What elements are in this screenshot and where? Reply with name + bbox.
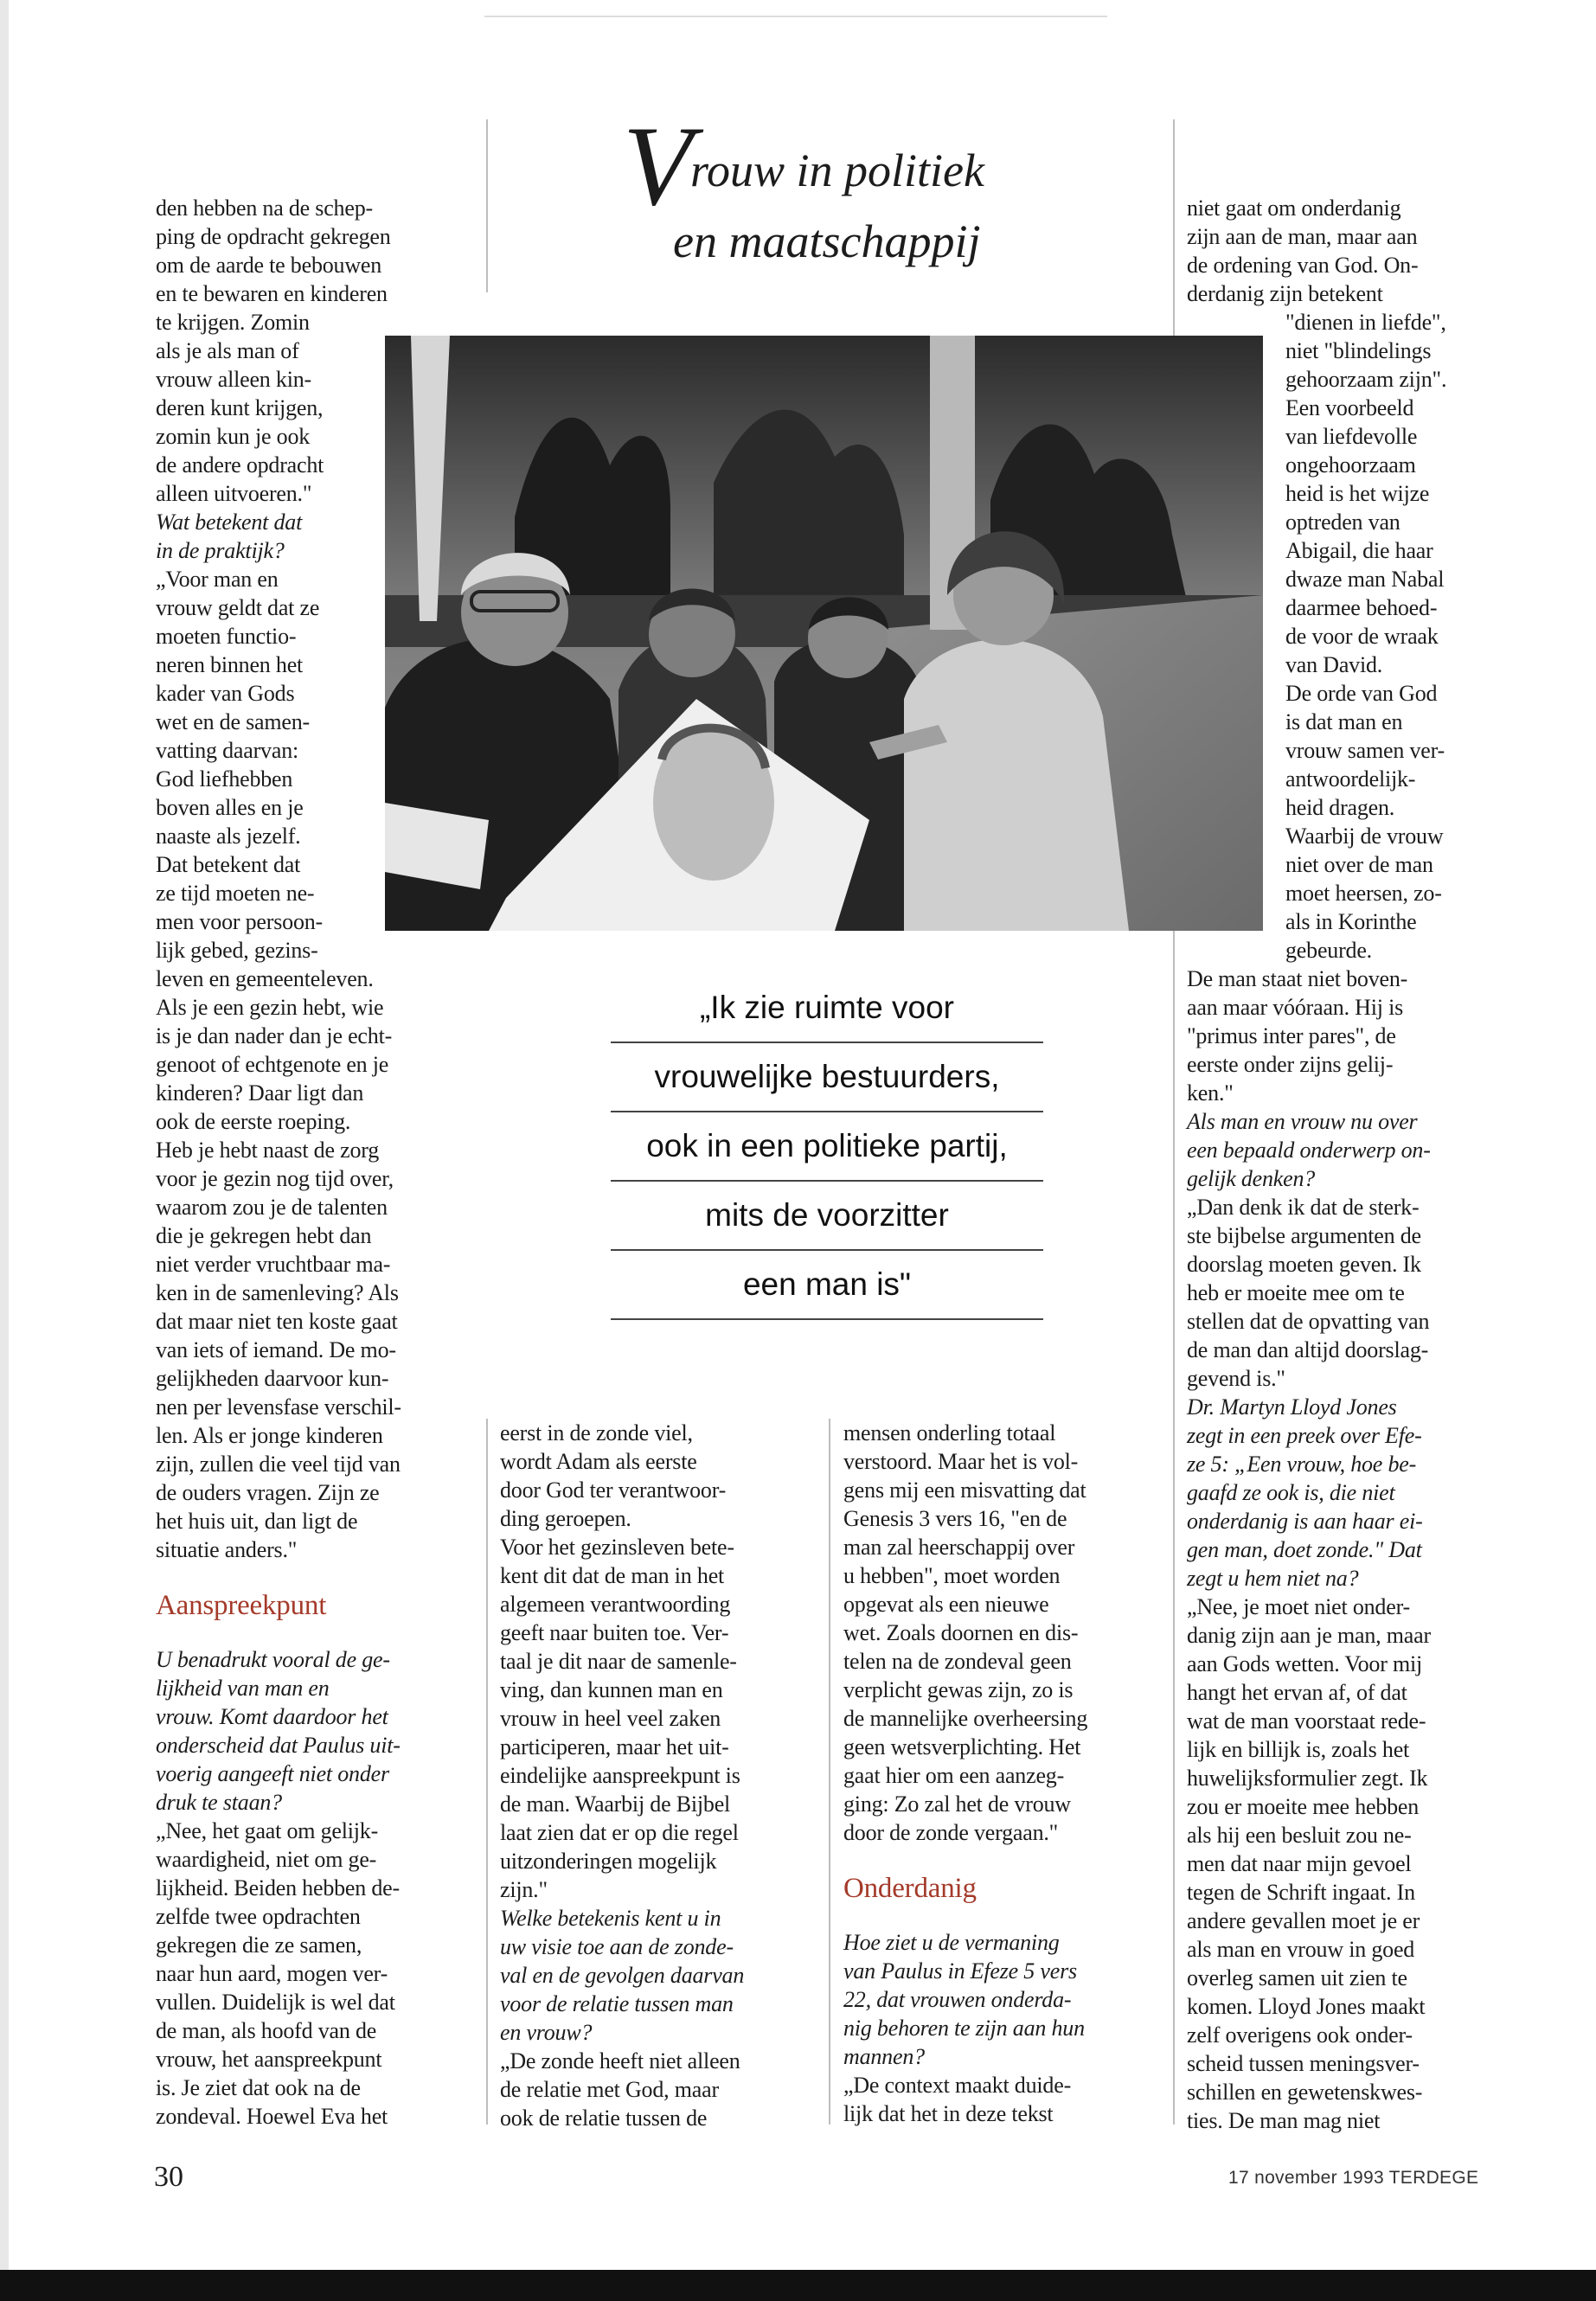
col1-line: vrouw geldt dat ze (156, 595, 320, 620)
col1-line: om de aarde te bebouwen (156, 253, 382, 278)
col1-line: de andere opdracht (156, 452, 324, 478)
col3-line: wet. Zoals doornen en dis- (843, 1620, 1079, 1645)
col3-line: door de zonde vergaan." (843, 1820, 1059, 1845)
col1-line: ook de eerste roeping. (156, 1109, 351, 1134)
col4-answer-line: scheid tussen meningsver- (1187, 2051, 1420, 2076)
col4-question-line: onderdanig is aan haar ei- (1187, 1509, 1423, 1534)
col2-answer-line: „De zonde heeft niet alleen (500, 2048, 740, 2073)
col1-line: vrouw alleen kin- (156, 367, 311, 392)
col4-line: ken." (1187, 1080, 1234, 1106)
col4-question-line: zegt in een preek over Efe- (1187, 1423, 1422, 1448)
col4-answer-line: heb er moeite mee om te (1187, 1280, 1405, 1305)
col4-question-line: gelijk denken? (1187, 1166, 1316, 1191)
col4-line: dwaze man Nabal (1285, 567, 1445, 592)
col2-line: Voor het gezinsleven bete- (500, 1535, 734, 1560)
col2-line: ding geroepen. (500, 1506, 631, 1531)
col3-line: ging: Zo zal het de vrouw (843, 1791, 1071, 1817)
col4-line: optreden van (1285, 510, 1401, 535)
page-number: 30 (154, 2161, 183, 2193)
col4-line: van liefdevolle (1285, 424, 1418, 449)
col2-line: uitzonderingen mogelijk (500, 1849, 717, 1874)
col3-line: u hebben", moet worden (843, 1563, 1061, 1588)
col4-line: derdanig zijn betekent (1187, 281, 1383, 306)
col1-line: kinderen? Daar ligt dan (156, 1080, 364, 1106)
col3-line: verplicht gewas zijn, zo is (843, 1677, 1074, 1702)
col1-line: is je dan nader dan je echt- (156, 1023, 393, 1048)
col1-line: ze tijd moeten ne- (156, 881, 315, 906)
col4-line: vrouw samen ver- (1285, 738, 1445, 763)
col4-line: eerste onder zijns gelij- (1187, 1052, 1394, 1077)
col4-line: Abigail, die haar (1285, 538, 1433, 563)
col3-answer-line: lijk dat het in deze tekst (843, 2101, 1054, 2126)
col4-answer-line: hangt het ervan af, of dat (1187, 1680, 1407, 1705)
col1-line: het huis uit, dan ligt de (156, 1509, 358, 1534)
col3-answer-line: „De context maakt duide- (843, 2073, 1072, 2098)
col4-question-line: gaafd ze ook is, die niet (1187, 1480, 1395, 1505)
col2-answer-line: de relatie met God, maar (500, 2077, 719, 2102)
col1-question-line: U benadrukt vooral de ge- (156, 1647, 390, 1672)
col4-line: de ordening van God. On- (1187, 253, 1419, 278)
col3-question-line: Hoe ziet u de vermaning (843, 1930, 1060, 1955)
col2-line: vrouw in heel veel zaken (500, 1706, 721, 1731)
col1-line: vatting daarvan: (156, 738, 299, 763)
col1-answer-line: naar hun aard, mogen ver- (156, 1961, 388, 1986)
col4-line: De man staat niet boven- (1187, 966, 1408, 991)
col1-answer-line: vrouw, het aanspreekpunt (156, 2047, 382, 2072)
col2-line: de man. Waarbij de Bijbel (500, 1791, 731, 1817)
col4-answer-line: gevend is." (1187, 1366, 1285, 1391)
col2-line: algemeen verantwoording (500, 1592, 731, 1617)
title-line-2: en maatschappij (673, 215, 981, 267)
col4-line: niet "blindelings (1285, 338, 1432, 363)
col2-line: laat zien dat er op die regel (500, 1820, 739, 1845)
col4-answer-line: men dat naar mijn gevoel (1187, 1851, 1412, 1876)
pull-quote-line: een man is" (611, 1251, 1043, 1320)
col2-line: kent dit dat de man in het (500, 1563, 725, 1588)
col3-line: gaat hier om een aanzeg- (843, 1763, 1065, 1788)
col4-line: ongehoorzaam (1285, 452, 1416, 478)
col4-answer-line: zou er moeite mee hebben (1187, 1794, 1420, 1819)
col4-line: "primus inter pares", de (1187, 1023, 1396, 1048)
col2-line: participeren, maar het uit- (500, 1734, 729, 1759)
col4-answer-line: als hij een besluit zou ne- (1187, 1823, 1412, 1848)
col4-answer-line: zelf overigens ook onder- (1187, 2022, 1413, 2048)
col3-question-line: nig behoren te zijn aan hun (843, 2016, 1085, 2041)
column-rule (486, 1419, 488, 2125)
col4-question-line: een bepaald onderwerp on- (1187, 1138, 1431, 1163)
col1-line: te krijgen. Zomin (156, 310, 310, 335)
col4-line: heid dragen. (1285, 795, 1395, 820)
col2-line: ving, dan kunnen man en (500, 1677, 723, 1702)
col4-answer-line: lijk en billijk is, zoals het (1187, 1737, 1410, 1762)
pull-quote-line: mits de voorzitter (611, 1182, 1043, 1251)
col1-line: als je als man of (156, 338, 299, 363)
col1-line: waarom zou je de talenten (156, 1195, 388, 1220)
col1-answer-line: waardigheid, niet om ge- (156, 1847, 377, 1872)
col1-answer-line: zelfde twee opdrachten (156, 1904, 361, 1929)
article-photo (385, 336, 1263, 931)
col1-answer-line: is. Je ziet dat ook na de (156, 2075, 361, 2100)
col1-answer-line: zondeval. Hoewel Eva het (156, 2104, 388, 2129)
col3-line: geen wetsverplichting. Het (843, 1734, 1081, 1759)
scan-edge (0, 0, 9, 2270)
col1-line: situatie anders." (156, 1537, 298, 1562)
column-rule (829, 1419, 830, 2125)
col1-line: „Voor man en (156, 567, 279, 592)
col4-line: gebeurde. (1285, 938, 1372, 963)
pull-quote (611, 974, 1043, 1320)
col3-question-line: 22, dat vrouwen onderda- (843, 1987, 1072, 2012)
col1-line: van iets of iemand. De mo- (156, 1337, 396, 1362)
col1-line: ping de opdracht gekregen (156, 224, 391, 249)
col1-line: voor je gezin nog tijd over, (156, 1166, 394, 1191)
col3-question-line: mannen? (843, 2044, 925, 2069)
col3-line: gens mij een misvatting dat (843, 1477, 1086, 1503)
col1-question-line: Wat betekent dat (156, 510, 303, 535)
col4-answer-line: tegen de Schrift ingaat. In (1187, 1880, 1415, 1905)
title-initial: V (623, 102, 693, 229)
col1-line: len. Als er jonge kinderen (156, 1423, 383, 1448)
col4-answer-line: doorslag moeten geven. Ik (1187, 1252, 1421, 1277)
col1-line: neren binnen het (156, 652, 304, 677)
col3-line: de mannelijke overheersing (843, 1706, 1088, 1731)
col3-line: telen na de zondeval geen (843, 1649, 1072, 1674)
col3-line: mensen onderling totaal (843, 1420, 1056, 1445)
col4-line: De orde van God (1285, 681, 1438, 706)
col4-line: daarmee behoed- (1285, 595, 1438, 620)
col4-answer-line: overleg samen uit zien te (1187, 1965, 1407, 1990)
col4-line: als in Korinthe (1285, 909, 1417, 934)
col2-line: eindelijke aanspreekpunt is (500, 1763, 740, 1788)
pull-quote-line: „Ik zie ruimte voor (611, 974, 1043, 1043)
col4-answer-line: aan Gods wetten. Voor mij (1187, 1651, 1423, 1676)
col2-question-line: uw visie toe aan de zonde- (500, 1934, 734, 1959)
col1-line: naaste als jezelf. (156, 824, 301, 849)
col1-line: Heb je hebt naast de zorg (156, 1138, 380, 1163)
col1-question-line: voerig aangeeft niet onder (156, 1761, 389, 1786)
col2-question-line: en vrouw? (500, 2020, 593, 2045)
col1-line: wet en de samen- (156, 709, 311, 734)
col1-line: Dat betekent dat (156, 852, 301, 877)
article-title (623, 102, 1021, 303)
col1-line: kader van Gods (156, 681, 295, 706)
col1-line: lijk gebed, gezins- (156, 938, 318, 963)
col4-answer-line: andere gevallen moet je er (1187, 1908, 1420, 1933)
col4-line: niet over de man (1285, 852, 1433, 877)
col1-line: moeten functio- (156, 624, 297, 649)
col4-answer-line: ste bijbelse argumenten de (1187, 1223, 1421, 1248)
col4-line: moet heersen, zo- (1285, 881, 1442, 906)
col3-line: verstoord. Maar het is vol- (843, 1449, 1079, 1474)
col1-line: niet verder vruchtbaar ma- (156, 1252, 391, 1277)
column-3 (843, 1419, 1163, 2128)
col1-line: boven alles en je (156, 795, 304, 820)
col1-answer-line: „Nee, het gaat om gelijk- (156, 1818, 379, 1843)
col1-answer-line: gekregen die ze samen, (156, 1932, 362, 1958)
col1-question-line: in de praktijk? (156, 538, 285, 563)
col3-line: Genesis 3 vers 16, "en de (843, 1506, 1067, 1531)
col2-line: wordt Adam als eerste (500, 1449, 697, 1474)
col1-line: God liefhebben (156, 766, 293, 792)
col4-line: niet gaat om onderdanig (1187, 195, 1401, 221)
pull-quote-line: ook in een politieke partij, (611, 1112, 1043, 1182)
col3-line: man zal heerschappij over (843, 1535, 1075, 1560)
col4-line: Waarbij de vrouw (1285, 824, 1444, 849)
photo-illustration (385, 336, 1263, 931)
section-heading-onderdanig: Onderdanig (843, 1873, 977, 1904)
col1-line: alleen uitvoeren." (156, 481, 312, 506)
col1-question-line: vrouw. Komt daardoor het (156, 1704, 388, 1729)
column-1 (156, 194, 463, 2131)
col3-question-line: van Paulus in Efeze 5 vers (843, 1958, 1077, 1984)
col2-line: door God ter verantwoor- (500, 1477, 727, 1503)
col1-line: zijn, zullen die veel tijd van (156, 1452, 401, 1477)
col1-line: en te bewaren en kinderen (156, 281, 388, 306)
col4-answer-line: schillen en gewetenskwes- (1187, 2080, 1423, 2105)
col1-line: men voor persoon- (156, 909, 323, 934)
issue-date: 17 november 1993 TERDEGE (1228, 2168, 1479, 2188)
col2-question-line: val en de gevolgen daarvan (500, 1963, 745, 1988)
col4-question-line: gen man, doet zonde." Dat (1187, 1537, 1422, 1562)
col1-answer-line: vullen. Duidelijk is wel dat (156, 1990, 395, 2015)
col2-question-line: Welke betekenis kent u in (500, 1906, 721, 1931)
col2-line: geeft naar buiten toe. Ver- (500, 1620, 729, 1645)
col4-question-line: ze 5: „Een vrouw, hoe be- (1187, 1452, 1417, 1477)
col2-line: taal je dit naar de samenle- (500, 1649, 737, 1674)
col4-answer-line: ties. De man mag niet (1187, 2108, 1381, 2133)
col4-question-line: Als man en vrouw nu over (1187, 1109, 1418, 1134)
col4-answer-line: de man dan altijd doorslag- (1187, 1337, 1429, 1362)
col4-line: aan maar vóóraan. Hij is (1187, 995, 1404, 1020)
top-rule (484, 16, 1107, 17)
col1-question-line: onderscheid dat Paulus uit- (156, 1733, 401, 1758)
col4-line: van David. (1285, 652, 1383, 677)
col4-answer-line: wat de man voorstaat rede- (1187, 1708, 1426, 1734)
col1-line: gelijkheden daarvoor kun- (156, 1366, 389, 1391)
col1-line: die je gekregen hebt dan (156, 1223, 372, 1248)
col1-line: zomin kun je ook (156, 424, 311, 449)
col4-line: de voor de wraak (1285, 624, 1439, 649)
col2-line: eerst in de zonde viel, (500, 1420, 693, 1445)
col4-answer-line: „Nee, je moet niet onder- (1187, 1594, 1410, 1619)
col1-line: dat maar niet ten koste gaat (156, 1309, 398, 1334)
column-2 (500, 1419, 820, 2132)
col2-answer-line: ook de relatie tussen de (500, 2106, 708, 2131)
col1-line: deren kunt krijgen, (156, 395, 324, 420)
col4-question-line: Dr. Martyn Lloyd Jones (1187, 1394, 1397, 1420)
section-heading-aanspreekpunt: Aanspreekpunt (156, 1590, 327, 1621)
col1-answer-line: de man, als hoofd van de (156, 2018, 377, 2043)
col4-line: gehoorzaam zijn". (1285, 367, 1447, 392)
col4-answer-line: huwelijksformulier zegt. Ik (1187, 1766, 1428, 1791)
col4-line: zijn aan de man, maar aan (1187, 224, 1418, 249)
pull-quote-line: vrouwelijke bestuurders, (611, 1043, 1043, 1112)
col1-line: den hebben na de schep- (156, 195, 373, 221)
col4-question-line: zegt u hem niet na? (1187, 1566, 1359, 1591)
col2-question-line: voor de relatie tussen man (500, 1991, 734, 2016)
col1-line: de ouders vragen. Zijn ze (156, 1480, 380, 1505)
col4-line: "dienen in liefde", (1285, 310, 1446, 335)
col4-answer-line: als man en vrouw in goed (1187, 1937, 1415, 1962)
col1-line: leven en gemeenteleven. (156, 966, 374, 991)
scan-border (0, 2270, 1596, 2301)
col1-line: Als je een gezin hebt, wie (156, 995, 384, 1020)
col4-line: Een voorbeeld (1285, 395, 1414, 420)
col4-answer-line: „Dan denk ik dat de sterk- (1187, 1195, 1420, 1220)
col1-question-line: druk te staan? (156, 1790, 282, 1815)
col4-line: is dat man en (1285, 709, 1403, 734)
col1-line: nen per levensfase verschil- (156, 1394, 401, 1420)
col3-line: opgevat als een nieuwe (843, 1592, 1049, 1617)
col4-answer-line: komen. Lloyd Jones maakt (1187, 1994, 1426, 2019)
col4-line: antwoordelijk- (1285, 766, 1416, 792)
col1-question-line: lijkheid van man en (156, 1676, 330, 1701)
col1-answer-line: lijkheid. Beiden hebben de- (156, 1875, 400, 1900)
column-rule (486, 119, 488, 292)
col4-answer-line: stellen dat de opvatting van (1187, 1309, 1430, 1334)
col1-line: genoot of echtgenote en je (156, 1052, 389, 1077)
col2-line: zijn." (500, 1877, 548, 1902)
col4-answer-line: danig zijn aan je man, maar (1187, 1623, 1431, 1648)
column-4 (1187, 194, 1498, 2135)
col4-line: heid is het wijze (1285, 481, 1430, 506)
col1-line: ken in de samenleving? Als (156, 1280, 399, 1305)
title-line-1: rouw in politiek (690, 144, 984, 196)
